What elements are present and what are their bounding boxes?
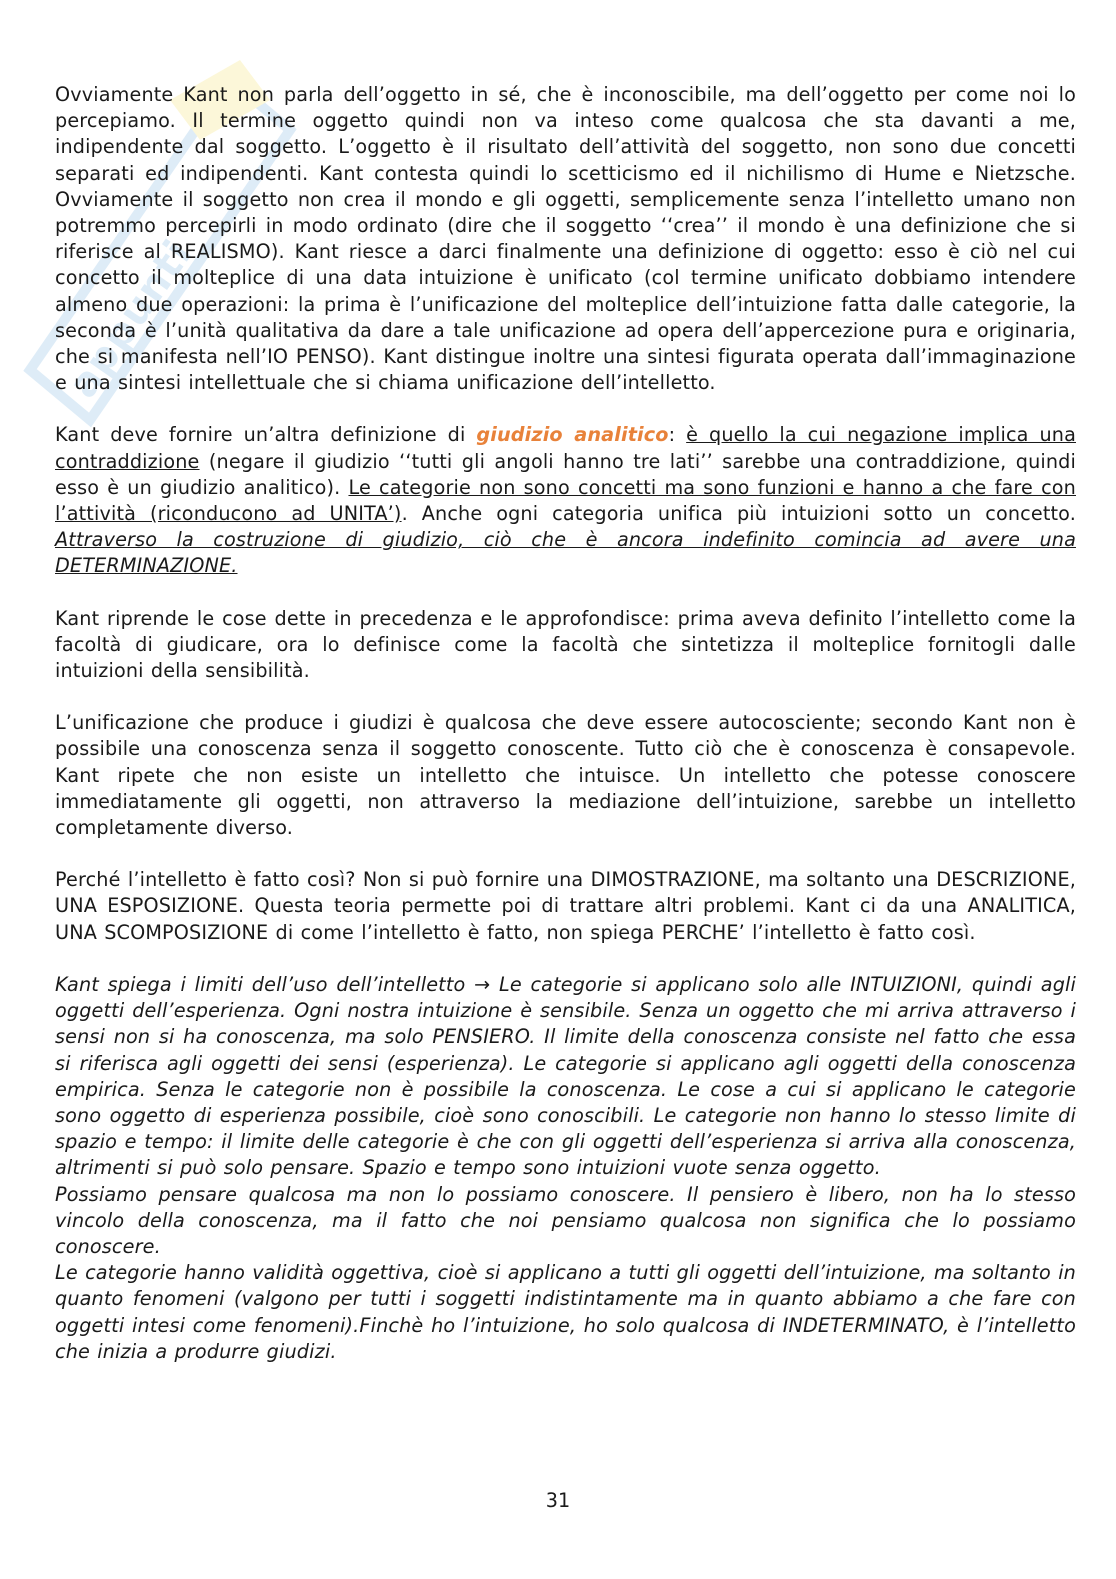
paragraph-intelletto: Kant riprende le cose dette in precedenza e le approfondisce: prima aveva definito l’intelletto come la facoltà di giudicare, ora lo definisce come la facoltà che sintetizza il molteplice fornitogli dalle intuizioni della sensibilità. — [55, 606, 1076, 683]
italic-section-limiti — [55, 972, 1076, 1365]
underlined-definition: è quello la cui negazione implica una contraddizione — [55, 423, 1076, 473]
paragraph-unificazione: L’unificazione che produce i giudizi è qualcosa che deve essere autocosciente; secondo Kant non è possibile una conoscenza senza il soggetto conoscente. Tutto ciò che è conoscenza è consapevole. Kant ripete che non esiste un intelletto che intuisce. Un intelletto che potesse conoscere immediatamente gli oggetti, non attraverso la mediazione dell’intuizione, sarebbe un intelletto completamente diverso. — [55, 711, 1076, 840]
paragraph-oggetto: Ovviamente Kant non parla dell’oggetto in sé, che è inconoscibile, ma dell’oggetto per come noi lo percepiamo. Il termine oggetto quindi non va inteso come qualcosa che sta davanti a me, indipendente dal soggetto. L’oggetto è il risultato dell’attività del soggetto, non sono due concetti separati ed indipendenti. Kant contesta quindi lo scetticismo ed il nichilismo di Hume e Nietzsche. Ovviamente il soggetto non crea il mondo e gli oggetti, semplicemente senza l’intelletto umano non potremmo percepirli in modo ordinato (dire che il soggetto ‘‘crea’’ il mondo è una definizione che si riferisce al REALISMO). Kant riesce a darci finalmente una definizione di oggetto: esso è ciò nel cui concetto il molteplice di una data intuizione è unificato (col termine unificato dobbiamo intendere almeno due operazioni: la prima è l’unificazione del molteplice dell’intuizione fatta dalle categorie, la seconda è l’unità qualitativa da dare a tale unificazione ad opera dell’appercezione pura e originaria, che si manifesta nell’IO PENSO). Kant distingue inoltre una sintesi figurata operata dall’immaginazione e una sintesi intellettuale che si chiama unificazione dell’intelletto. — [55, 83, 1076, 395]
paragraph-giudizio-analitico — [55, 422, 1076, 579]
underlined-italic-statement: Attraverso la costruzione di giudizio, ciò che è ancora indefinito comincia ad avere una DETERMINAZIONE. — [55, 528, 1076, 578]
text-span: Kant deve fornire un’altra definizione di — [55, 423, 477, 447]
text-span: . Anche ogni categoria unifica più intuizioni sotto un concetto. — [401, 502, 1076, 526]
paragraph-limiti: Kant spiega i limiti dell’uso dell’intelletto → Le categorie si applicano solo alle INTUIZIONI, quindi agli oggetti dell’esperienza. Ogni nostra intuizione è sensibile. Senza un oggetto che mi arriva attraverso i sensi non si ha conoscenza, ma solo PENSIERO. Il limite della conoscenza consiste nel fatto che essa si riferisca agli oggetti dei sensi (esperienza). Le categorie si applicano agli oggetti della conoscenza empirica. Senza le categorie non è possibile la conoscenza. Le cose a cui si applicano le categorie sono oggetto di esperienza possibile, cioè sono conoscibili. Le categorie non hanno lo stesso limite di spazio e tempo: il limite delle categorie è che con gli oggetti dell’esperienza si arriva alla conoscenza, altrimenti si può solo pensare. Spazio e tempo sono intuizioni vuote senza oggetto. — [55, 972, 1076, 1180]
text-span: : — [668, 423, 687, 447]
paragraph-descrizione: Perché l’intelletto è fatto così? Non si può fornire una DIMOSTRAZIONE, ma soltanto una DESCRIZIONE, UNA ESPOSIZIONE. Questa teoria permette poi di trattare altri problemi. Kant ci da una ANALITICA, UNA SCOMPOSIZIONE di come l’intelletto è fatto, non spiega PERCHE’ l’intelletto è fatto così. — [55, 868, 1076, 944]
watermark-text: appunti — [60, 231, 202, 407]
paragraph-pensiero: Possiamo pensare qualcosa ma non lo possiamo conoscere. Il pensiero è libero, non ha lo stesso vincolo della conoscenza, ma il fatto che noi pensiamo qualcosa non significa che lo possiamo conoscere. — [55, 1182, 1076, 1258]
text-span: (negare il giudizio ‘‘tutti gli angoli hanno tre lati’’ sarebbe una contraddizione, quindi esso è un giudizio analitico). — [55, 449, 1076, 499]
paragraph-validita: Le categorie hanno validità oggettiva, cioè si applicano a tutti gli oggetti dell’intuizione, ma soltanto in quanto fenomeni (valgono per tutti i soggetti indistintamente ma in quanto abbiamo a che fare con oggetti intesi come fenomeni).Finchè ho l’intuizione, ho solo qualcosa di INDETERMINATO, è l’intelletto che inizia a produrre giudizi. — [55, 1261, 1076, 1363]
underlined-statement: Le categorie non sono concetti ma sono funzioni e hanno a che fare con l’attività (riconducono ad UNITA’) — [55, 475, 1076, 526]
document-body — [55, 82, 1076, 1365]
highlighted-term: giudizio analitico — [476, 423, 669, 447]
page-number: 31 — [545, 1489, 571, 1512]
